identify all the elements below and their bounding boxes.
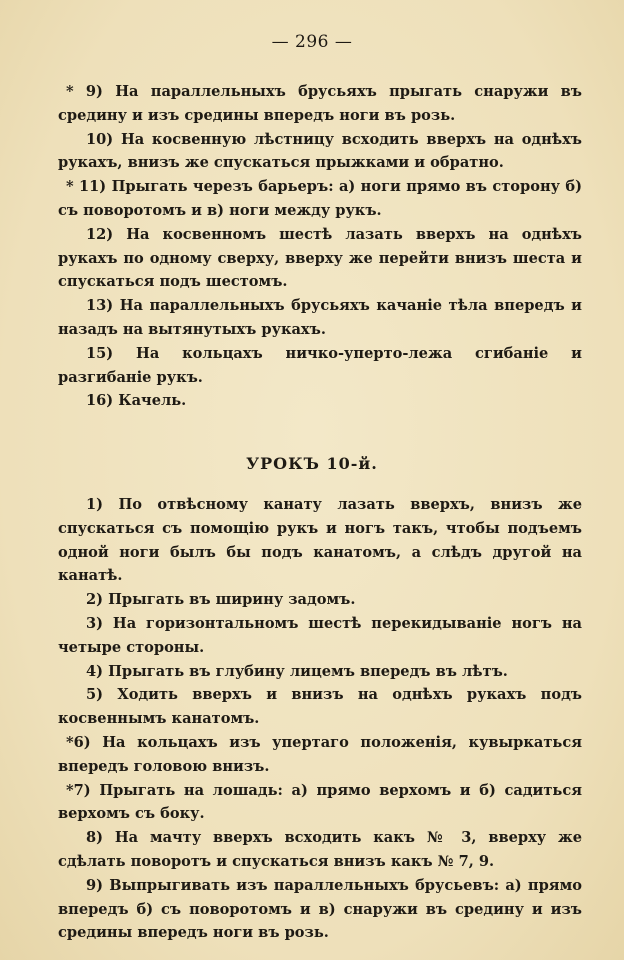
exercise-item: 13) На параллельныхъ брусьяхъ качаніе тѣла впередъ и назадъ на вытянутыхъ рукахъ. xyxy=(58,297,582,338)
exercise-item: *7) Прыгать на лошадь: а) прямо верхомъ и б) садиться верхомъ съ боку. xyxy=(58,781,582,823)
exercise-item: 3) На горизонтальномъ шестѣ перекидываніе ногъ на четыре стороны. xyxy=(58,614,582,656)
exercise-list-lesson-10 xyxy=(58,493,582,945)
exercise-item: 10) На косвенную лѣстницу всходить вверхъ на однѣхъ рукахъ, внизъ же спускаться прыжками и обратно. xyxy=(58,130,582,172)
exercise-item: 4) Прыгать въ глубину лицемъ впередъ въ лѣтъ. xyxy=(86,662,508,680)
exercise-item: *6) На кольцахъ изъ упертаго положенія, кувыркаться впередъ головою внизъ. xyxy=(58,733,582,775)
exercise-item: 8) На мачту вверхъ всходить какъ № 3, вверху же сдѣлать поворотъ и спускаться внизъ какъ № 7, 9. xyxy=(58,829,582,870)
exercise-item: 2) Прыгать въ ширину задомъ. xyxy=(86,591,356,609)
page-number: — 296 — xyxy=(271,32,353,52)
exercise-item: 9) Выпрыгивать изъ параллельныхъ брусьевъ: а) прямо впередъ б) съ поворотомъ и в) снаружи въ средину и изъ средины впередъ ноги въ розь. xyxy=(58,876,582,942)
exercise-list-continued xyxy=(58,80,582,413)
exercise-item: 5) Ходить вверхъ и внизъ на однѣхъ рукахъ подъ косвеннымъ канатомъ. xyxy=(58,686,582,728)
exercise-item: * 9) На параллельныхъ брусьяхъ прыгать снаружи въ средину и изъ средины впередъ ноги въ розь. xyxy=(58,83,582,124)
exercise-item: * 11) Прыгать черезъ барьеръ: а) ноги прямо въ сторону б) съ поворотомъ и в) ноги между рукъ. xyxy=(58,178,582,219)
exercise-item: 1) По отвѣсному канату лазать вверхъ, внизъ же спускаться съ помощію рукъ и ногъ такъ, чтобы подъемъ одной ноги былъ бы подъ канатомъ, а слѣдъ другой на канатѣ. xyxy=(58,496,582,585)
exercise-item: 15) На кольцахъ ничко-уперто-лежа сгибаніе и разгибаніе рукъ. xyxy=(58,344,582,386)
lesson-heading: УРОКЪ 10-й. xyxy=(246,454,378,473)
exercise-item: 12) На косвенномъ шестѣ лазать вверхъ на однѣхъ рукахъ по одному сверху, вверху же перейти внизъ шеста и спускаться подъ шестомъ. xyxy=(58,225,582,291)
exercise-item: 16) Качель. xyxy=(86,392,187,410)
